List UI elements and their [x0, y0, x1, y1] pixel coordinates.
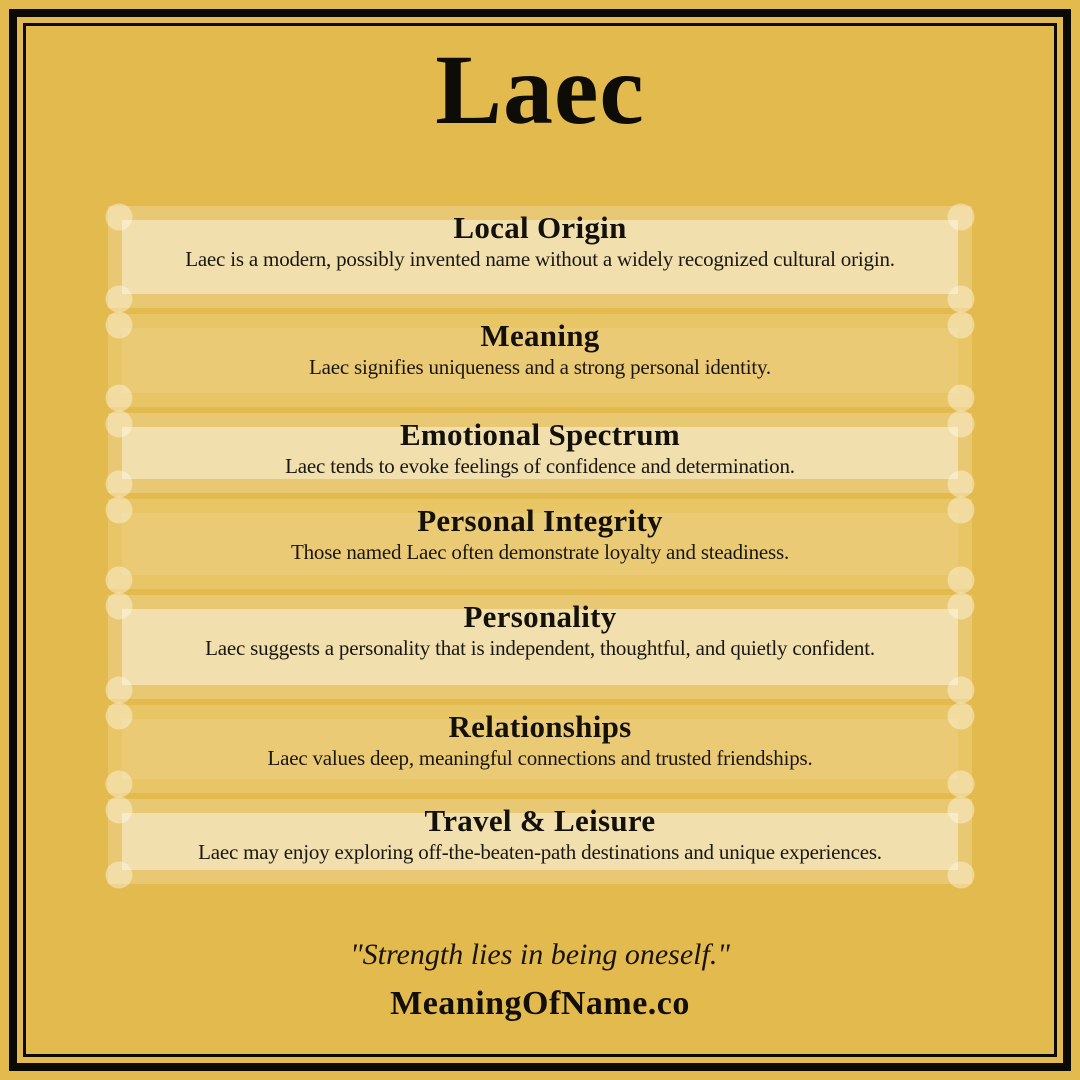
- section-body: Laec may enjoy exploring off-the-beaten-path destinations and unique experiences.: [198, 840, 882, 864]
- corner-dot: [106, 677, 133, 704]
- card-content: [108, 705, 972, 771]
- section-list: [108, 206, 972, 884]
- corner-dot: [948, 862, 975, 889]
- outer-border-frame: [9, 9, 1071, 1071]
- card-content: [108, 595, 972, 661]
- corner-dot: [106, 385, 133, 412]
- corner-dot: [106, 567, 133, 594]
- section-card-personality: [108, 595, 972, 699]
- section-heading: Emotional Spectrum: [399, 417, 681, 452]
- corner-dot: [948, 677, 975, 704]
- corner-dot: [948, 385, 975, 412]
- section-heading: Travel & Leisure: [424, 803, 656, 838]
- inner-border-frame: [23, 23, 1057, 1057]
- section-body: Laec is a modern, possibly invented name without a widely recognized cultural origin.: [185, 247, 895, 271]
- section-heading: Personal Integrity: [417, 503, 663, 538]
- section-card-travel-leisure: [108, 799, 972, 884]
- corner-dot: [106, 286, 133, 313]
- corner-dot: [106, 862, 133, 889]
- section-heading: Relationships: [448, 709, 632, 744]
- corner-dot: [948, 771, 975, 798]
- section-card-local-origin: [108, 206, 972, 308]
- section-heading: Personality: [463, 599, 617, 634]
- section-body: Laec values deep, meaningful connections and trusted friendships.: [267, 746, 813, 770]
- brand-name: MeaningOfName.co: [390, 985, 690, 1022]
- corner-dot: [948, 286, 975, 313]
- section-body: Laec tends to evoke feelings of confidence and determination.: [285, 454, 795, 478]
- section-body: Laec signifies uniqueness and a strong personal identity.: [309, 355, 771, 379]
- section-card-emotional-spectrum: [108, 413, 972, 493]
- card-content: [108, 206, 972, 272]
- corner-dot: [106, 771, 133, 798]
- section-body: Laec suggests a personality that is independent, thoughtful, and quietly confident.: [205, 636, 875, 660]
- footer-quote: "Strength lies in being oneself.": [350, 938, 730, 971]
- card-content: [108, 799, 972, 865]
- section-heading: Meaning: [480, 318, 600, 353]
- card-content: [108, 314, 972, 380]
- section-heading: Local Origin: [453, 210, 627, 245]
- corner-dot: [948, 567, 975, 594]
- section-card-relationships: [108, 705, 972, 793]
- section-card-meaning: [108, 314, 972, 407]
- section-card-personal-integrity: [108, 499, 972, 589]
- section-body: Those named Laec often demonstrate loyalty and steadiness.: [290, 540, 790, 564]
- card-content: [108, 499, 972, 565]
- card-content: [108, 413, 972, 479]
- page-title: Laec: [435, 34, 645, 145]
